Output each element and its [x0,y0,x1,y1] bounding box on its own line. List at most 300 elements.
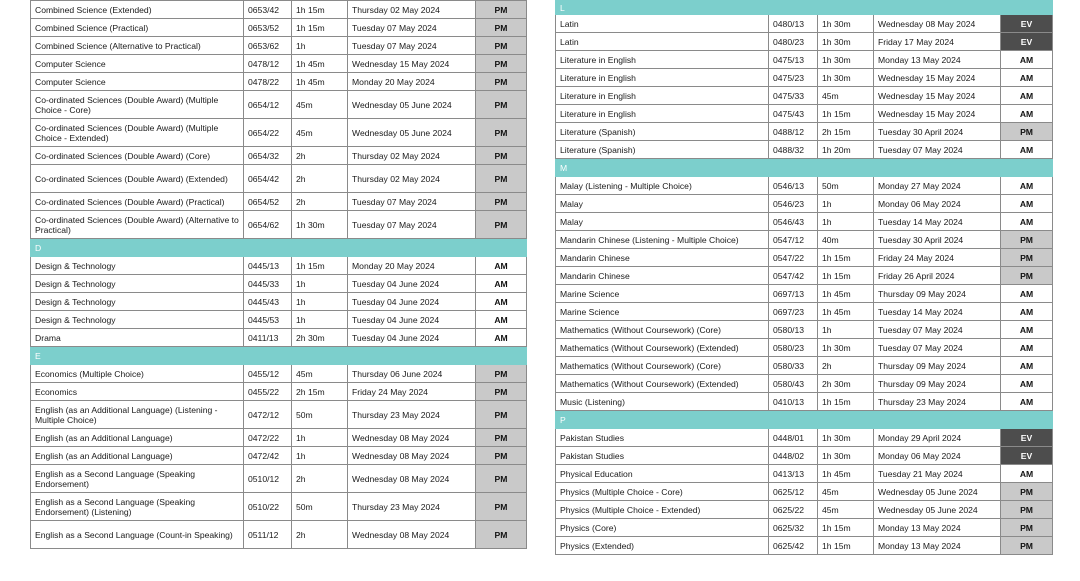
duration-cell: 45m [818,501,874,519]
date-cell: Tuesday 07 May 2024 [874,141,1001,159]
subject-cell: Literature (Spanish) [556,141,769,159]
duration-cell: 1h 15m [292,1,348,19]
date-cell: Tuesday 30 April 2024 [874,231,1001,249]
date-cell: Monday 13 May 2024 [874,537,1001,555]
subject-cell: Pakistan Studies [556,447,769,465]
table-row [31,37,527,55]
duration-cell: 2h [292,165,348,193]
session-cell: PM [1001,537,1053,555]
session-cell: EV [1001,429,1053,447]
syllabus-code-cell: 0580/43 [769,375,818,393]
table-row [31,383,527,401]
section-letter-row [556,159,1053,177]
subject-cell: Literature in English [556,105,769,123]
syllabus-code-cell: 0546/23 [769,195,818,213]
syllabus-code-cell: 0510/22 [244,493,292,521]
date-cell: Wednesday 05 June 2024 [348,91,476,119]
table-row [31,119,527,147]
syllabus-code-cell: 0625/32 [769,519,818,537]
duration-cell: 40m [818,231,874,249]
session-cell: PM [1001,123,1053,141]
duration-cell: 2h 30m [818,375,874,393]
subject-cell: Mandarin Chinese [556,267,769,285]
duration-cell: 1h 45m [818,465,874,483]
duration-cell: 1h 30m [818,51,874,69]
syllabus-code-cell: 0445/43 [244,293,292,311]
table-row [31,293,527,311]
duration-cell: 2h 15m [292,383,348,401]
table-row [31,91,527,119]
date-cell: Wednesday 08 May 2024 [874,15,1001,33]
subject-cell: Combined Science (Alternative to Practical) [31,37,244,55]
session-cell: AM [1001,105,1053,123]
subject-cell: Design & Technology [31,293,244,311]
date-cell: Tuesday 07 May 2024 [348,193,476,211]
session-cell: AM [1001,357,1053,375]
session-cell: PM [476,147,527,165]
subject-cell: English (as an Additional Language) [31,447,244,465]
table-row [556,537,1053,555]
syllabus-code-cell: 0654/52 [244,193,292,211]
session-cell: PM [476,447,527,465]
duration-cell: 1h 45m [818,303,874,321]
table-row [556,141,1053,159]
session-cell: PM [476,165,527,193]
duration-cell: 45m [292,119,348,147]
table-row [556,213,1053,231]
syllabus-code-cell: 0475/13 [769,51,818,69]
date-cell: Monday 13 May 2024 [874,51,1001,69]
date-cell: Monday 29 April 2024 [874,429,1001,447]
date-cell: Wednesday 08 May 2024 [348,447,476,465]
subject-cell: Design & Technology [31,257,244,275]
table-row [556,69,1053,87]
syllabus-code-cell: 0455/12 [244,365,292,383]
session-cell: PM [476,119,527,147]
duration-cell: 1h [292,275,348,293]
date-cell: Monday 06 May 2024 [874,195,1001,213]
date-cell: Friday 17 May 2024 [874,33,1001,51]
duration-cell: 2h [292,521,348,549]
table-row [31,1,527,19]
syllabus-code-cell: 0654/22 [244,119,292,147]
table-row [31,165,527,193]
date-cell: Thursday 09 May 2024 [874,357,1001,375]
table-row [556,519,1053,537]
duration-cell: 50m [292,493,348,521]
duration-cell: 1h 15m [292,19,348,37]
duration-cell: 2h 30m [292,329,348,347]
table-row [31,19,527,37]
syllabus-code-cell: 0445/13 [244,257,292,275]
table-row [556,285,1053,303]
table-row [31,211,527,239]
duration-cell: 2h [818,357,874,375]
date-cell: Wednesday 08 May 2024 [348,465,476,493]
table-row [31,401,527,429]
table-row [556,483,1053,501]
syllabus-code-cell: 0625/42 [769,537,818,555]
subject-cell: Mathematics (Without Coursework) (Extended) [556,375,769,393]
subject-cell: Combined Science (Extended) [31,1,244,19]
subject-cell: English as a Second Language (Speaking Endorsement) [31,465,244,493]
table-row [31,311,527,329]
subject-cell: Literature in English [556,87,769,105]
date-cell: Thursday 09 May 2024 [874,285,1001,303]
table-row [556,375,1053,393]
duration-cell: 2h [292,465,348,493]
session-cell: PM [476,365,527,383]
subject-cell: Physics (Extended) [556,537,769,555]
session-cell: PM [476,55,527,73]
duration-cell: 2h [292,193,348,211]
session-cell: PM [476,19,527,37]
subject-cell: Latin [556,15,769,33]
table-row [556,123,1053,141]
syllabus-code-cell: 0653/52 [244,19,292,37]
subject-cell: Pakistan Studies [556,429,769,447]
subject-cell: Physics (Multiple Choice - Extended) [556,501,769,519]
duration-cell: 1h 15m [818,519,874,537]
duration-cell: 1h [818,195,874,213]
syllabus-code-cell: 0697/13 [769,285,818,303]
session-cell: AM [1001,339,1053,357]
section-letter: D [31,239,527,257]
date-cell: Tuesday 04 June 2024 [348,275,476,293]
subject-cell: Co-ordinated Sciences (Double Award) (Core) [31,147,244,165]
syllabus-code-cell: 0580/13 [769,321,818,339]
syllabus-code-cell: 0547/12 [769,231,818,249]
left-timetable [30,0,527,549]
table-row [31,193,527,211]
date-cell: Monday 27 May 2024 [874,177,1001,195]
table-row [556,195,1053,213]
table-row [31,73,527,91]
table-row [31,365,527,383]
table-row [31,257,527,275]
table-row [556,51,1053,69]
syllabus-code-cell: 0697/23 [769,303,818,321]
date-cell: Tuesday 21 May 2024 [874,465,1001,483]
right-timetable [555,0,1053,555]
table-row [556,501,1053,519]
subject-cell: Mandarin Chinese [556,249,769,267]
subject-cell: Mandarin Chinese (Listening - Multiple Choice) [556,231,769,249]
table-row [31,465,527,493]
session-cell: PM [1001,483,1053,501]
table-row [556,177,1053,195]
duration-cell: 1h 30m [818,447,874,465]
date-cell: Wednesday 15 May 2024 [874,87,1001,105]
duration-cell: 1h 30m [818,69,874,87]
date-cell: Tuesday 07 May 2024 [874,321,1001,339]
table-row [31,447,527,465]
session-cell: PM [476,465,527,493]
session-cell: EV [1001,447,1053,465]
duration-cell: 1h [292,293,348,311]
duration-cell: 1h 15m [818,393,874,411]
date-cell: Wednesday 05 June 2024 [874,483,1001,501]
syllabus-code-cell: 0472/22 [244,429,292,447]
duration-cell: 1h 30m [292,211,348,239]
section-letter-row [31,347,527,365]
duration-cell: 50m [292,401,348,429]
date-cell: Tuesday 07 May 2024 [348,37,476,55]
subject-cell: Mathematics (Without Coursework) (Core) [556,321,769,339]
duration-cell: 1h 30m [818,15,874,33]
duration-cell: 1h [292,429,348,447]
table-row [556,393,1053,411]
syllabus-code-cell: 0510/12 [244,465,292,493]
syllabus-code-cell: 0653/62 [244,37,292,55]
subject-cell: English as a Second Language (Count-in Speaking) [31,521,244,549]
session-cell: AM [1001,177,1053,195]
session-cell: AM [1001,285,1053,303]
section-letter: E [31,347,527,365]
duration-cell: 1h 30m [818,429,874,447]
subject-cell: Economics (Multiple Choice) [31,365,244,383]
subject-cell: Literature in English [556,51,769,69]
table-row [556,321,1053,339]
session-cell: PM [476,193,527,211]
session-cell: PM [476,73,527,91]
session-cell: AM [1001,141,1053,159]
table-row [556,267,1053,285]
duration-cell: 1h 15m [818,105,874,123]
session-cell: AM [1001,321,1053,339]
date-cell: Monday 13 May 2024 [874,519,1001,537]
table-row [31,147,527,165]
syllabus-code-cell: 0472/12 [244,401,292,429]
duration-cell: 45m [292,365,348,383]
syllabus-code-cell: 0547/42 [769,267,818,285]
section-letter-row [556,411,1053,429]
syllabus-code-cell: 0478/12 [244,55,292,73]
date-cell: Wednesday 05 June 2024 [348,119,476,147]
syllabus-code-cell: 0546/13 [769,177,818,195]
duration-cell: 1h 15m [818,249,874,267]
syllabus-code-cell: 0445/53 [244,311,292,329]
session-cell: PM [476,211,527,239]
subject-cell: Computer Science [31,73,244,91]
subject-cell: Marine Science [556,303,769,321]
session-cell: AM [1001,87,1053,105]
date-cell: Monday 06 May 2024 [874,447,1001,465]
session-cell: AM [476,311,527,329]
session-cell: PM [476,429,527,447]
table-row [556,339,1053,357]
session-cell: PM [1001,519,1053,537]
duration-cell: 45m [292,91,348,119]
syllabus-code-cell: 0654/12 [244,91,292,119]
session-cell: AM [476,293,527,311]
right-timetable-body [556,1,1053,555]
syllabus-code-cell: 0475/33 [769,87,818,105]
subject-cell: Co-ordinated Sciences (Double Award) (Alternative to Practical) [31,211,244,239]
date-cell: Thursday 06 June 2024 [348,365,476,383]
subject-cell: Literature in English [556,69,769,87]
syllabus-code-cell: 0480/23 [769,33,818,51]
subject-cell: English (as an Additional Language) (Listening - Multiple Choice) [31,401,244,429]
syllabus-code-cell: 0472/42 [244,447,292,465]
date-cell: Tuesday 14 May 2024 [874,303,1001,321]
table-row [556,429,1053,447]
subject-cell: Malay [556,213,769,231]
subject-cell: Malay [556,195,769,213]
duration-cell: 2h 15m [818,123,874,141]
session-cell: AM [1001,195,1053,213]
session-cell: PM [476,383,527,401]
duration-cell: 1h 30m [818,339,874,357]
table-row [556,15,1053,33]
syllabus-code-cell: 0445/33 [244,275,292,293]
session-cell: PM [476,493,527,521]
date-cell: Thursday 23 May 2024 [348,493,476,521]
subject-cell: English (as an Additional Language) [31,429,244,447]
syllabus-code-cell: 0511/12 [244,521,292,549]
date-cell: Wednesday 08 May 2024 [348,521,476,549]
syllabus-code-cell: 0488/12 [769,123,818,141]
table-row [556,87,1053,105]
subject-cell: Mathematics (Without Coursework) (Extended) [556,339,769,357]
date-cell: Wednesday 15 May 2024 [874,105,1001,123]
session-cell: EV [1001,33,1053,51]
duration-cell: 1h 20m [818,141,874,159]
syllabus-code-cell: 0580/33 [769,357,818,375]
duration-cell: 1h [292,37,348,55]
session-cell: AM [1001,465,1053,483]
session-cell: AM [1001,69,1053,87]
date-cell: Thursday 09 May 2024 [874,375,1001,393]
syllabus-code-cell: 0547/22 [769,249,818,267]
date-cell: Wednesday 08 May 2024 [348,429,476,447]
syllabus-code-cell: 0478/22 [244,73,292,91]
subject-cell: Marine Science [556,285,769,303]
duration-cell: 1h 15m [292,257,348,275]
date-cell: Thursday 23 May 2024 [348,401,476,429]
duration-cell: 2h [292,147,348,165]
syllabus-code-cell: 0546/43 [769,213,818,231]
date-cell: Tuesday 30 April 2024 [874,123,1001,141]
date-cell: Wednesday 15 May 2024 [348,55,476,73]
syllabus-code-cell: 0410/13 [769,393,818,411]
date-cell: Thursday 23 May 2024 [874,393,1001,411]
section-letter: P [556,411,1053,429]
subject-cell: Music (Listening) [556,393,769,411]
syllabus-code-cell: 0448/02 [769,447,818,465]
syllabus-code-cell: 0654/32 [244,147,292,165]
table-row [556,303,1053,321]
duration-cell: 1h 30m [818,33,874,51]
syllabus-code-cell: 0411/13 [244,329,292,347]
session-cell: PM [476,1,527,19]
duration-cell: 1h [818,213,874,231]
duration-cell: 1h 45m [292,55,348,73]
session-cell: AM [1001,375,1053,393]
duration-cell: 1h [292,447,348,465]
table-row [556,465,1053,483]
table-row [31,275,527,293]
session-cell: PM [476,521,527,549]
session-cell: AM [1001,393,1053,411]
duration-cell: 45m [818,483,874,501]
subject-cell: Co-ordinated Sciences (Double Award) (Multiple Choice - Extended) [31,119,244,147]
syllabus-code-cell: 0475/43 [769,105,818,123]
subject-cell: Malay (Listening - Multiple Choice) [556,177,769,195]
session-cell: PM [476,401,527,429]
section-letter-row [31,239,527,257]
subject-cell: Computer Science [31,55,244,73]
syllabus-code-cell: 0654/62 [244,211,292,239]
session-cell: AM [476,329,527,347]
date-cell: Friday 24 May 2024 [348,383,476,401]
date-cell: Wednesday 05 June 2024 [874,501,1001,519]
left-timetable-body [31,1,527,549]
duration-cell: 1h [818,321,874,339]
date-cell: Thursday 02 May 2024 [348,165,476,193]
session-cell: PM [1001,249,1053,267]
table-row [556,249,1053,267]
subject-cell: Design & Technology [31,311,244,329]
date-cell: Thursday 02 May 2024 [348,147,476,165]
session-cell: AM [476,275,527,293]
date-cell: Friday 26 April 2024 [874,267,1001,285]
session-cell: AM [1001,213,1053,231]
table-row [31,493,527,521]
date-cell: Monday 20 May 2024 [348,257,476,275]
table-row [556,447,1053,465]
subject-cell: Physics (Multiple Choice - Core) [556,483,769,501]
subject-cell: Physical Education [556,465,769,483]
duration-cell: 1h 15m [818,537,874,555]
syllabus-code-cell: 0625/12 [769,483,818,501]
syllabus-code-cell: 0413/13 [769,465,818,483]
session-cell: EV [1001,15,1053,33]
syllabus-code-cell: 0475/23 [769,69,818,87]
syllabus-code-cell: 0448/01 [769,429,818,447]
duration-cell: 1h 15m [818,267,874,285]
date-cell: Thursday 02 May 2024 [348,1,476,19]
duration-cell: 1h [292,311,348,329]
session-cell: AM [1001,303,1053,321]
subject-cell: Physics (Core) [556,519,769,537]
date-cell: Friday 24 May 2024 [874,249,1001,267]
date-cell: Tuesday 07 May 2024 [874,339,1001,357]
session-cell: PM [476,37,527,55]
table-row [556,105,1053,123]
subject-cell: English as a Second Language (Speaking Endorsement) (Listening) [31,493,244,521]
date-cell: Tuesday 04 June 2024 [348,311,476,329]
subject-cell: Co-ordinated Sciences (Double Award) (Multiple Choice - Core) [31,91,244,119]
date-cell: Tuesday 07 May 2024 [348,19,476,37]
duration-cell: 1h 45m [818,285,874,303]
syllabus-code-cell: 0580/23 [769,339,818,357]
duration-cell: 45m [818,87,874,105]
date-cell: Monday 20 May 2024 [348,73,476,91]
table-row [556,357,1053,375]
subject-cell: Co-ordinated Sciences (Double Award) (Extended) [31,165,244,193]
session-cell: PM [1001,501,1053,519]
section-letter: M [556,159,1053,177]
section-letter: L [556,1,1053,15]
subject-cell: Drama [31,329,244,347]
duration-cell: 50m [818,177,874,195]
session-cell: PM [1001,231,1053,249]
subject-cell: Latin [556,33,769,51]
syllabus-code-cell: 0455/22 [244,383,292,401]
syllabus-code-cell: 0480/13 [769,15,818,33]
date-cell: Tuesday 04 June 2024 [348,329,476,347]
